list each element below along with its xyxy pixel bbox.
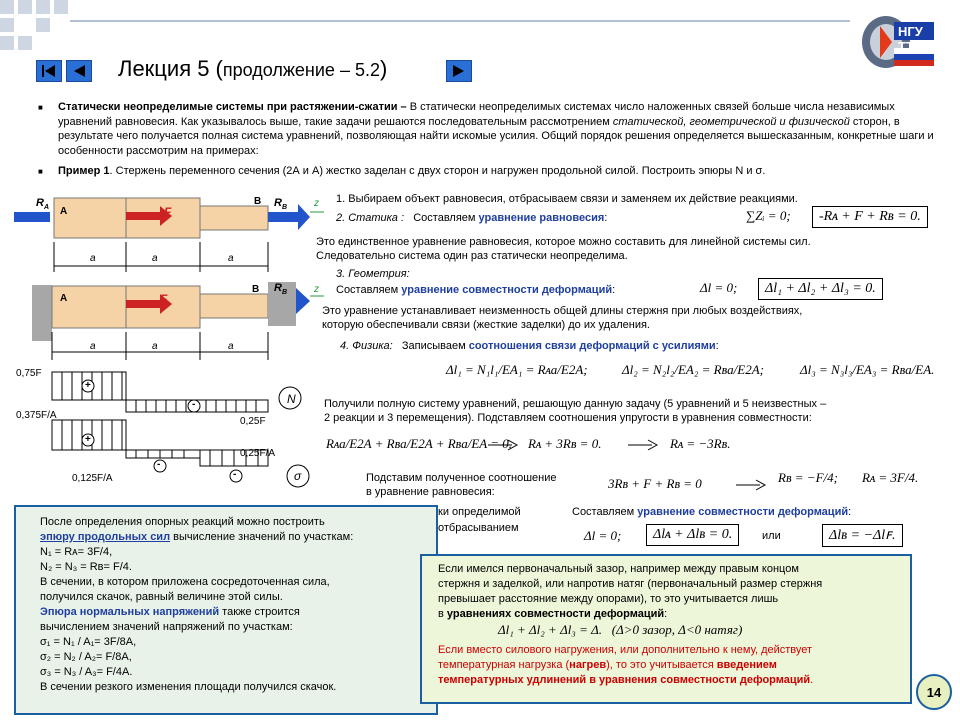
- partial-text-1: ки определимой: [438, 506, 521, 518]
- arrow-icon: [628, 438, 658, 452]
- point-a-label-2: A: [60, 293, 68, 304]
- note-4: которую обеспечивали связи (жесткие заделки) до их удаления.: [322, 319, 650, 331]
- first-slide-button[interactable]: [36, 60, 62, 82]
- note-1: Это единственное уравнение равновесия, которое можно составить для линейной системы сил.: [316, 236, 811, 248]
- n-value-075: 0,75F: [16, 368, 42, 379]
- next-slide-button[interactable]: [446, 60, 472, 82]
- arrow-icon: [488, 438, 518, 452]
- compose-compat: Составляем уравнение совместности деформаций:: [572, 506, 852, 518]
- z-axis-label: z: [314, 198, 319, 209]
- sigma-value-025: 0,25F/A: [240, 448, 276, 459]
- step-3: 3. Геометрия:: [336, 268, 410, 280]
- arrow-icon: [736, 478, 766, 492]
- reaction-relation-2: Rᴀ = −3Rʙ.: [670, 436, 731, 451]
- reaction-a-label: $R_A$: [36, 197, 50, 212]
- page-title: Лекция 5 (продолжение – 5.2): [118, 56, 388, 81]
- step-2: 2. Статика : Составляем уравнение равновесия:: [336, 212, 608, 224]
- total-deformation-2: Δl = 0;: [584, 528, 622, 543]
- gap-temperature-panel: Если имелся первоначальный зазор, например между правым концом стержня и заделкой, или напротив натяг (первоначальный размер стержня превышает расстояние между опорами), то это учитывается лишь в уравнениях совместности деформаций: Δl₁ + Δl₂ + Δl₃ = Δ. (Δ>0 зазор, Δ<0 натяг) Если вместо силового нагружения, или дополнительно к нему, действует температурная нагрузка (нагрев), то это учитывается введением температурных удлинений в уравнения совместности деформаций.: [420, 554, 912, 704]
- equilibrium-equation-box: -Rᴀ + F + Rʙ = 0.: [812, 206, 928, 228]
- point-b-label: B: [254, 196, 262, 207]
- sigma-value-0375: 0,375F/A: [16, 410, 57, 421]
- decor-square: [36, 0, 50, 14]
- decor-square: [0, 0, 14, 14]
- n-value-025: 0,25F: [240, 416, 266, 427]
- note-3: Это уравнение устанавливает неизменность общей длины стержня при любых воздействиях,: [322, 305, 803, 317]
- point-b-label-2: B: [252, 284, 260, 295]
- compat-substituted: Rᴀa/E2A + Rʙa/E2A + Rʙa/EA = 0.: [326, 436, 513, 451]
- intro-paragraph: Статически неопределимые системы при растяжении-сжатии – В статически неопределимых системах число наложенных связей больше числа независимых уравнений равновесия. Как указывалось выше, такие задачи решаются последовательным рассмотрением статической, геометрической и физической сторон, в результате чего получается полная система уравнений, позволяющая найти искомые усилия. Общий порядок решения определяется вышесказанным, конкретные шаги и особенности рассмотрим на примерах:: [58, 101, 934, 157]
- logo-text: НГУ ТТ: [898, 24, 923, 54]
- decor-square: [18, 0, 32, 14]
- dim-a-5: a: [152, 341, 158, 352]
- decor-square: [0, 36, 14, 50]
- dim-a-1: a: [90, 253, 96, 264]
- n-diagram-explanation-panel: После определения опорных реакций можно построить эпюру продольных сил вычисление значений по участкам: N₁ = Rᴀ= 3F/4, N₂ = N₃ = Rʙ= F/4. В сечении, в котором приложена сосредоточенная сила, получился скачок, равный величине этой силы. Эпюра нормальных напряжений также строится вычислением значений напряжений по участкам: σ₁ = N₁ / A₁= 3F/8A, σ₂ = N₂ / A₂= F/8A, σ₃ = N₃ / A₃= F/4A. В сечении резкого изменения площади получился скачок.: [14, 505, 438, 715]
- step-1: 1. Выбираем объект равновесия, отбрасываем связи и заменяем их действие реакциями.: [336, 193, 798, 205]
- n-minus-sign: -: [192, 399, 196, 410]
- dim-a-2: a: [152, 253, 158, 264]
- force-f-label-2: F: [160, 292, 168, 306]
- reaction-a-result: Rᴀ = 3F/4.: [862, 470, 919, 485]
- point-a-label: A: [60, 206, 68, 217]
- note-5: Получили полную систему уравнений, решающую данную задачу (5 уравнений и 5 неизвестных –: [324, 398, 827, 410]
- reaction-b-result: Rʙ = −F/4;: [778, 470, 838, 485]
- first-icon: [41, 64, 57, 78]
- note-7: Подставим полученное соотношение: [366, 472, 557, 484]
- partial-text-2: отбрасыванием: [438, 522, 519, 534]
- decor-square: [54, 0, 68, 14]
- sigma-minus-sign-2: -: [233, 469, 237, 480]
- equilibrium-sum: ∑Zᵢ = 0;: [746, 208, 791, 223]
- reaction-relation-3: 3Rʙ + F + Rʙ = 0: [608, 476, 702, 491]
- note-8: в уравнение равновесия:: [366, 486, 495, 498]
- dim-a-4: a: [90, 341, 96, 352]
- bullet: ■: [38, 103, 43, 112]
- bullet: ■: [38, 167, 43, 176]
- prev-slide-button[interactable]: [66, 60, 92, 82]
- sigma-value-0125: 0,125F/A: [72, 473, 113, 484]
- step-3-text: Составляем уравнение совместности деформаций:: [336, 284, 616, 296]
- example-paragraph: Пример 1. Стержень переменного сечения (2А и А) жестко заделан с двух сторон и нагружен продольной силой. Построить эпюры N и σ.: [58, 165, 766, 177]
- prev-icon: [71, 64, 87, 78]
- next-icon: [451, 64, 467, 78]
- header-rule: [70, 20, 850, 22]
- decor-square: [0, 18, 14, 32]
- compat-box-3: Δlᴀ + Δlʙ = 0.: [646, 524, 739, 546]
- physics-eq-2: Δl₂ = N₂l₂/EA₂ = Rʙa/E2A;: [622, 362, 764, 377]
- compat-box-4: Δlʙ = −Δlꜰ.: [822, 524, 903, 547]
- page-number: 14: [916, 674, 952, 710]
- total-deformation: Δl = 0;: [700, 280, 738, 295]
- n-plus-sign: +: [85, 380, 91, 391]
- reaction-b-label-2: $R_B$: [274, 282, 288, 297]
- dim-a-3: a: [228, 253, 234, 264]
- note-2: Следовательно система один раз статически неопределима.: [316, 250, 628, 262]
- step-4: 4. Физика: Записываем соотношения связи деформаций с усилиями:: [340, 340, 719, 352]
- university-logo: [858, 12, 938, 74]
- sigma-plus-sign: +: [85, 434, 91, 445]
- beam-diagrams: [14, 190, 324, 500]
- or-text: или: [762, 530, 781, 542]
- force-f-label: F: [164, 205, 172, 219]
- decor-square: [36, 18, 50, 32]
- physics-eq-1: Δl₁ = N₁l₁/EA₁ = Rᴀa/E2A;: [446, 362, 588, 377]
- physics-eq-3: Δl₃ = N₃l₃/EA₃ = Rʙa/EA.: [800, 362, 935, 377]
- n-diagram-label: N: [287, 392, 296, 406]
- reaction-relation-1: Rᴀ + 3Rʙ = 0.: [528, 436, 602, 451]
- sigma-minus-sign-1: -: [157, 459, 161, 470]
- z-axis-label-2: z: [314, 284, 319, 295]
- reaction-b-label: $R_B$: [274, 197, 288, 212]
- dim-a-6: a: [228, 341, 234, 352]
- decor-square: [18, 36, 32, 50]
- compatibility-equation-box: Δl₁ + Δl₂ + Δl₃ = 0.: [758, 278, 883, 300]
- note-6: 2 реакции и 3 перемещения). Подставляем соотношения упругости в уравнения совместности:: [324, 412, 812, 424]
- sigma-diagram-label: σ: [294, 469, 302, 483]
